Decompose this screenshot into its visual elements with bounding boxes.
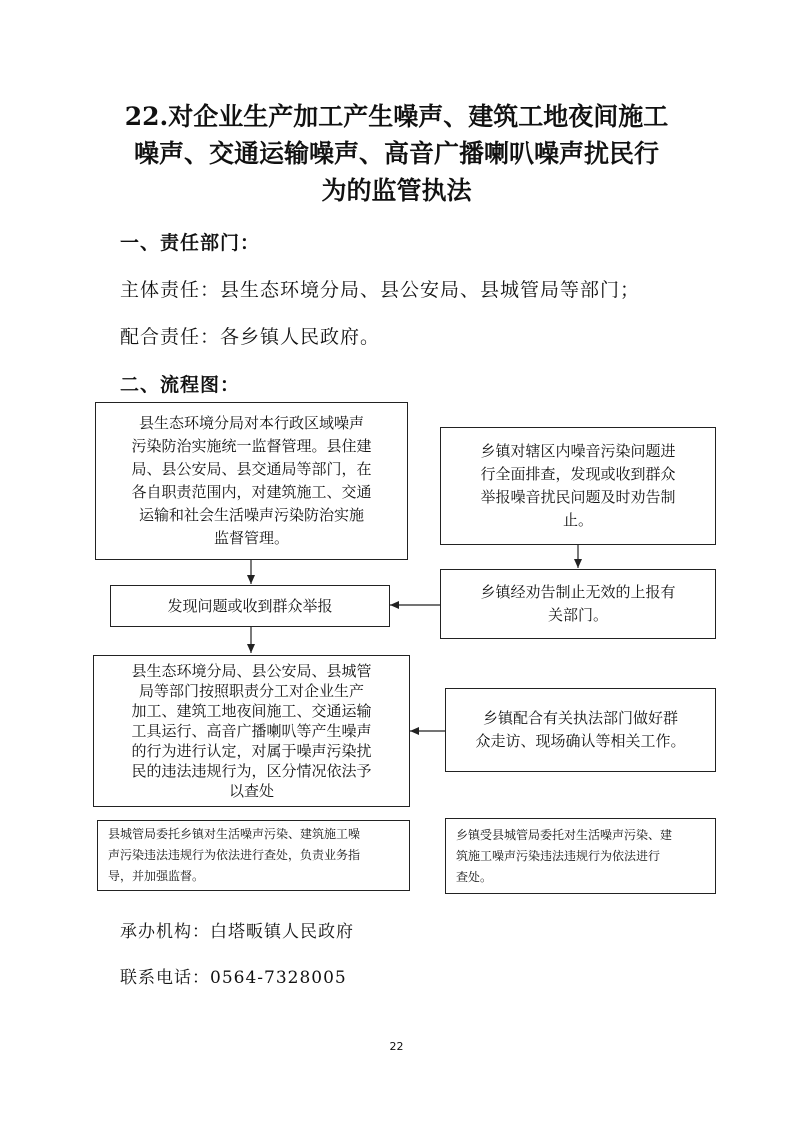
flow-box-town-assist: 乡镇配合有关执法部门做好群 众走访、现场确认等相关工作。 bbox=[445, 688, 716, 772]
flow-box-identify-and-handle: 县生态环境分局、县公安局、县城管 局等部门按照职责分工对企业生产 加工、建筑工地夜间施工、交通运输 工具运行、高音广播喇叭等产生噪声 的行为进行认定，对属于噪声污染扰 民的违法违规行为，区分情况依法予 以查处 bbox=[93, 655, 410, 807]
flow-box-urban-management-delegate: 县城管局委托乡镇对生活噪声污染、建筑施工噪 声污染违法违规行为依法进行查处，负责业务指 导，并加强监督。 bbox=[97, 820, 410, 891]
flow-box-town-inspection: 乡镇对辖区内噪音污染问题进 行全面排查，发现或收到群众 举报噪音扰民问题及时劝告制 止。 bbox=[440, 427, 716, 545]
title-line-2: 噪声、交通运输噪声、高音广播喇叭噪声扰民行 bbox=[133, 139, 659, 168]
flow-box-town-delegated: 乡镇受县城管局委托对生活噪声污染、建 筑施工噪声污染违法违规行为依法进行 查处。 bbox=[445, 818, 716, 894]
title-line-1: 22.对企业生产加工产生噪声、建筑工地夜间施工 bbox=[124, 102, 669, 131]
flow-box-find-report: 发现问题或收到群众举报 bbox=[110, 585, 390, 627]
contact-phone: 联系电话：0564-7328005 bbox=[120, 968, 347, 988]
title-line-3: 为的监管执法 bbox=[321, 176, 472, 205]
section-heading-flowchart: 二、流程图： bbox=[120, 374, 241, 396]
contact-office: 承办机构：白塔畈镇人民政府 bbox=[120, 922, 354, 942]
main-responsibility: 主体责任：县生态环境分局、县公安局、县城管局等部门； bbox=[120, 279, 641, 301]
assist-responsibility: 配合责任：各乡镇人民政府。 bbox=[120, 326, 381, 348]
page-number: 22 bbox=[389, 1040, 404, 1053]
flow-box-town-escalate: 乡镇经劝告制止无效的上报有 关部门。 bbox=[440, 569, 716, 639]
flow-box-county-supervision: 县生态环境分局对本行政区域噪声 污染防治实施统一监督管理。县住建 局、县公安局、县交通局等部门，在 各自职责范围内，对建筑施工、交通 运输和社会生活噪声污染防治实施 监督管理。 bbox=[95, 402, 408, 560]
section-heading-responsibility: 一、责任部门： bbox=[120, 232, 261, 254]
